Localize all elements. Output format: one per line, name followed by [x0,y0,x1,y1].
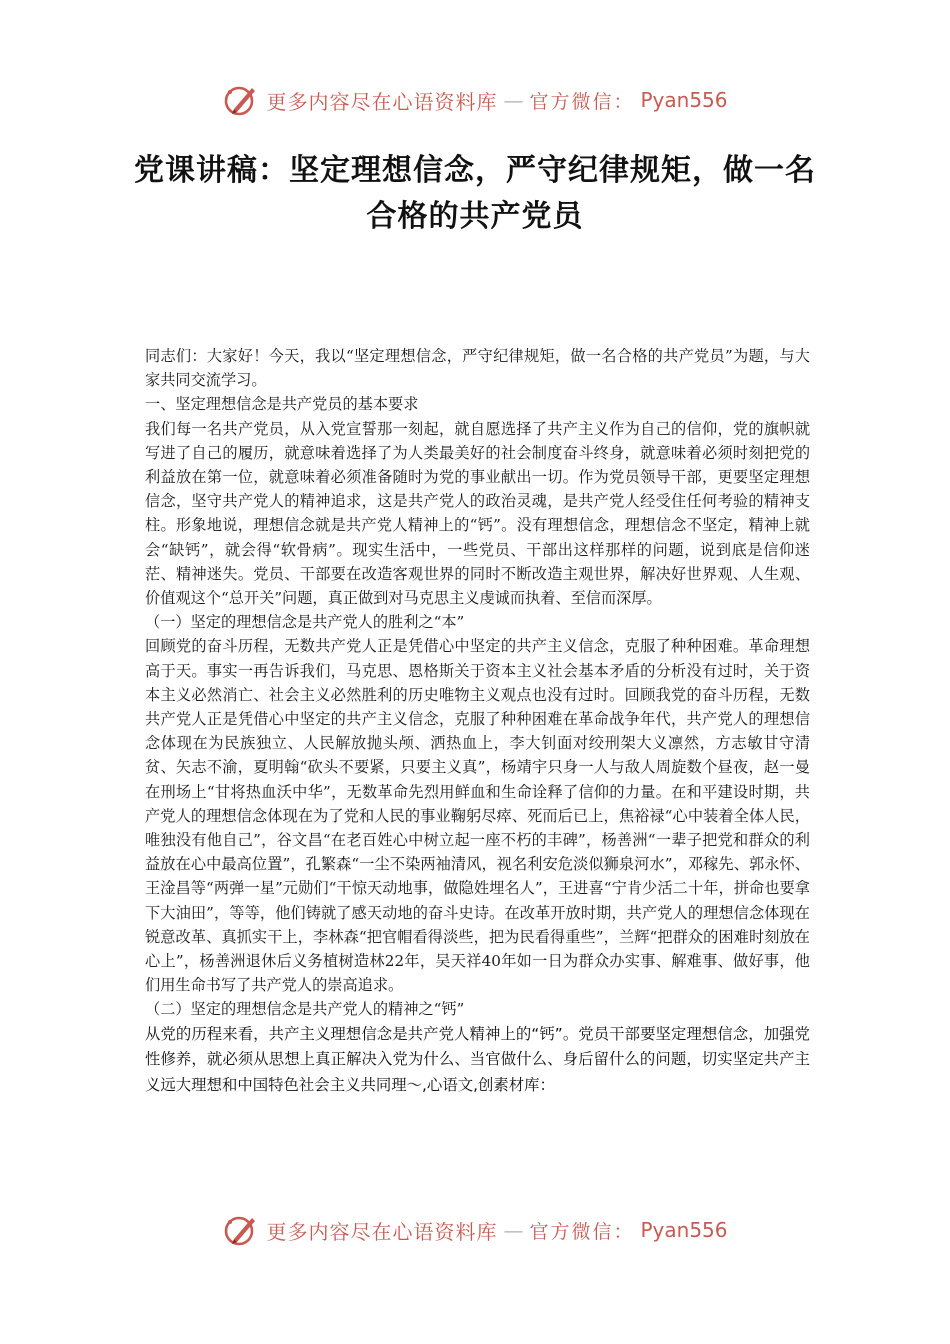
paragraph-greeting: 同志们：大家好！今天，我以“坚定理想信念，严守纪律规矩，做一名合格的共产党员”为题，与大家共同交流学习。 [145,347,810,390]
footer-banner [0,1210,950,1250]
footer-banner-wechat-id: Pyan556 [640,1218,728,1242]
header-banner-separator: — [503,88,524,112]
document-body [145,344,810,1098]
subsection-heading-2: （二）坚定的理想信念是共产党人的精神之“钙” [145,1000,465,1019]
footer-banner-text: 更多内容尽在心语资料库 [266,1219,498,1244]
pen-logo-icon [222,1212,260,1248]
subsection-heading-1: （一）坚定的理想信念是共产党人的胜利之“本” [145,613,465,632]
document-title: 党课讲稿：坚定理想信念，严守纪律规矩，做一名合格的共产党员 [134,153,816,234]
header-banner-wechat-id: Pyan556 [640,88,728,112]
header-banner-text: 更多内容尽在心语资料库 [266,89,498,114]
section-heading-1: 一、坚定理想信念是共产党员的基本要求 [145,395,419,414]
paragraph-ideals: 我们每一名共产党员，从入党宣誓那一刻起，就自愿选择了共产主义作为自己的信仰，党的旗帜就写进了自己的履历，就意味着选择了为人类最美好的社会制度奋斗终身，就意味着必须时刻把党的利益放在第一位，就意味着必须准备随时为党的事业献出一切。作为党员领导干部，更要坚定理想信念，坚守共产党人的精神追求，这是共产党人的政治灵魂，是共产党人经受住任何考验的精神支柱。形象地说，理想信念就是共产党人精神上的“钙”。没有理想信念，理想信念不坚定，精神上就会“缺钙”，就会得“软骨病”。现实生活中，一些党员、干部出这样那样的问题，说到底是信仰迷茫、精神迷失。党员、干部要在改造客观世界的同时不断改造主观世界，解决好世界观、人生观、价值观这个“总开关”问题，真正做到对马克思主义虔诚而执着、至信而深厚。 [145,419,810,608]
footer-banner-separator: — [503,1218,524,1242]
paragraph-history: 回顾党的奋斗历程，无数共产党人正是凭借心中坚定的共产主义信念，克服了种种困难。革命理想高于天。事实一再告诉我们，马克思、恩格斯关于资本主义社会基本矛盾的分析没有过时，关于资本主义必然消亡、社会主义必然胜利的历史唯物主义观点也没有过时。回顾我党的奋斗历程，无数共产党人正是凭借心中坚定的共产主义信念，克服了种种困难在革命战争年代，共产党人的理想信念体现在为民族独立、人民解放抛头颅、洒热血上，李大钊面对绞刑架大义凛然，方志敏甘守清贫、矢志不渝，夏明翰“砍头不要紧，只要主义真”，杨靖宇只身一人与敌人周旋数个昼夜，赵一曼在刑场上“甘将热血沃中华”，无数革命先烈用鲜血和生命诠释了信仰的力量。在和平建设时期，共产党人的理想信念体现在为了党和人民的事业鞠躬尽瘁、死而后已上，焦裕禄“心中装着全体人民，唯独没有他自己”，谷文昌“在老百姓心中树立起一座不朽的丰碑”，杨善洲“一辈子把党和群众的利益放在心中最高位置”，孔繁森“一尘不染两袖清风，视名利安危淡似狮泉河水”，邓稼先、郭永怀、王淦昌等“两弹一星”元勋们“干惊天动地事，做隐姓埋名人”，王进喜“宁肯少活二十年，拼命也要拿下大油田”，等等，他们铸就了感天动地的奋斗史诗。在改革开放时期，共产党人的理想信念体现在锐意改革、真抓实干上，李林森“把官帽看得淡些，把为民看得重些”，兰辉“把群众的困难时刻放在心上”，杨善洲退休后义务植树造林22年，吴天祥40年如一日为群众办实事、解难事、做好事，他们用生命书写了共产党人的崇高追求。 [145,637,810,995]
pen-logo-icon [222,82,260,118]
footer-banner-wechat-label: 官方微信： [529,1220,635,1243]
header-banner-wechat-label: 官方微信： [529,90,635,113]
paragraph-calcium: 从党的历程来看，共产主义理想信念是共产党人精神上的“钙”。党员干部要坚定理想信念，加强党性修养，就必须从思想上真正解决入党为什么、当官做什么、身后留什么的问题，切实坚定共产主义远大理想和中国特色社会主义共同理～,心语文,创素材库： [145,1024,810,1094]
header-banner [0,80,950,120]
